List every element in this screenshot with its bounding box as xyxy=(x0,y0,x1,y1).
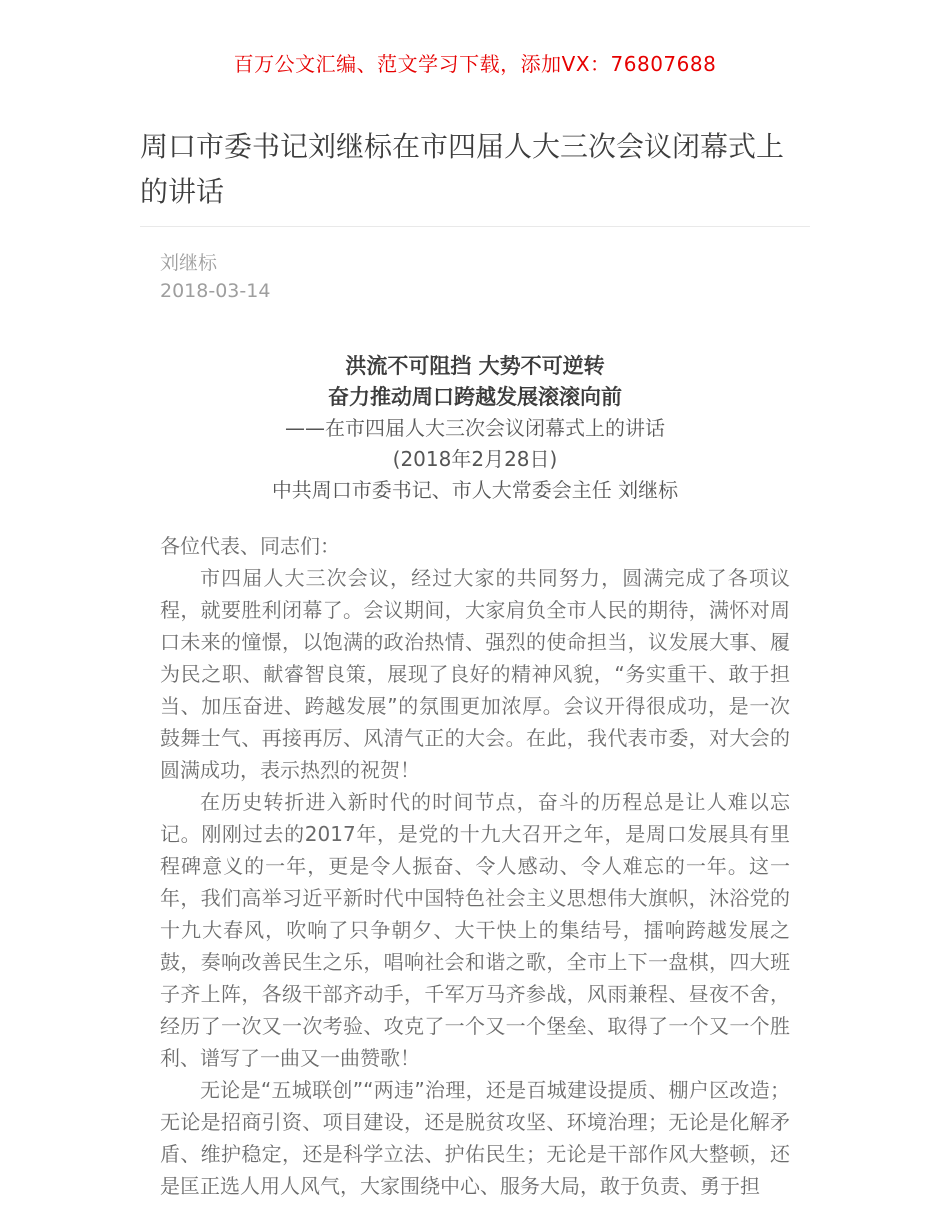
article-container xyxy=(140,124,810,1202)
promo-notice: 百万公文汇编、范文学习下载，添加VX：76807688 xyxy=(233,52,717,76)
speech-headline-1: 洪流不可阻挡 大势不可逆转 xyxy=(345,354,605,378)
article-title: 周口市委书记刘继标在市四届人大三次会议闭幕式上的讲话 xyxy=(140,130,785,208)
speech-subtitle: ——在市四届人大三次会议闭幕式上的讲话 xyxy=(285,416,665,440)
speech-headline-2: 奋力推动周口跨越发展滚滚向前 xyxy=(328,385,622,409)
paragraph-3: 无论是“五城联创”“两违”治理，还是百城建设提质、棚户区改造；无论是招商引资、项目建设，还是脱贫攻坚、环境治理；无论是化解矛盾、维护稳定，还是科学立法、护佑民生；无论是干部作风大整顿，还是匡正选人用人风气，大家围绕中心、服务大局，敢于负责、勇于担 xyxy=(160,1078,790,1198)
title-divider xyxy=(140,226,810,227)
article-meta xyxy=(140,235,810,305)
speech-date: (2018年2月28日) xyxy=(392,447,558,471)
salutation: 各位代表、同志们： xyxy=(160,534,340,558)
paragraph-1: 市四届人大三次会议，经过大家的共同努力，圆满完成了各项议程，就要胜利闭幕了。会议期间，大家肩负全市人民的期待，满怀对周口未来的憧憬，以饱满的政治热情、强烈的使命担当，议发展大事、履为民之职、献睿智良策，展现了良好的精神风貌，“务实重干、敢于担当、加压奋进、跨越发展”的氛围更加浓厚。会议开得很成功，是一次鼓舞士气、再接再厉、风清气正的大会。在此，我代表市委，对大会的圆满成功，表示热烈的祝贺！ xyxy=(160,566,790,782)
publish-date: 2018-03-14 xyxy=(160,280,271,302)
speech-heading-block xyxy=(140,351,810,506)
speech-speaker: 中共周口市委书记、市人大常委会主任 刘继标 xyxy=(271,478,679,502)
paragraph-2: 在历史转折进入新时代的时间节点，奋斗的历程总是让人难以忘记。刚刚过去的2017年，是党的十九大召开之年，是周口发展具有里程碑意义的一年，更是令人振奋、令人感动、令人难忘的一年。这一年，我们高举习近平新时代中国特色社会主义思想伟大旗帜，沐浴党的十九大春风，吹响了只争朝夕、大干快上的集结号，擂响跨越发展之鼓，奏响改善民生之乐，唱响社会和谐之歌，全市上下一盘棋，四大班子齐上阵，各级干部齐动手，千军万马齐参战，风雨兼程、昼夜不舍，经历了一次又一次考验、攻克了一个又一个堡垒、取得了一个又一个胜利、谱写了一曲又一曲赞歌！ xyxy=(160,790,790,1070)
speech-body xyxy=(140,530,810,1202)
author-name: 刘继标 xyxy=(160,252,218,274)
